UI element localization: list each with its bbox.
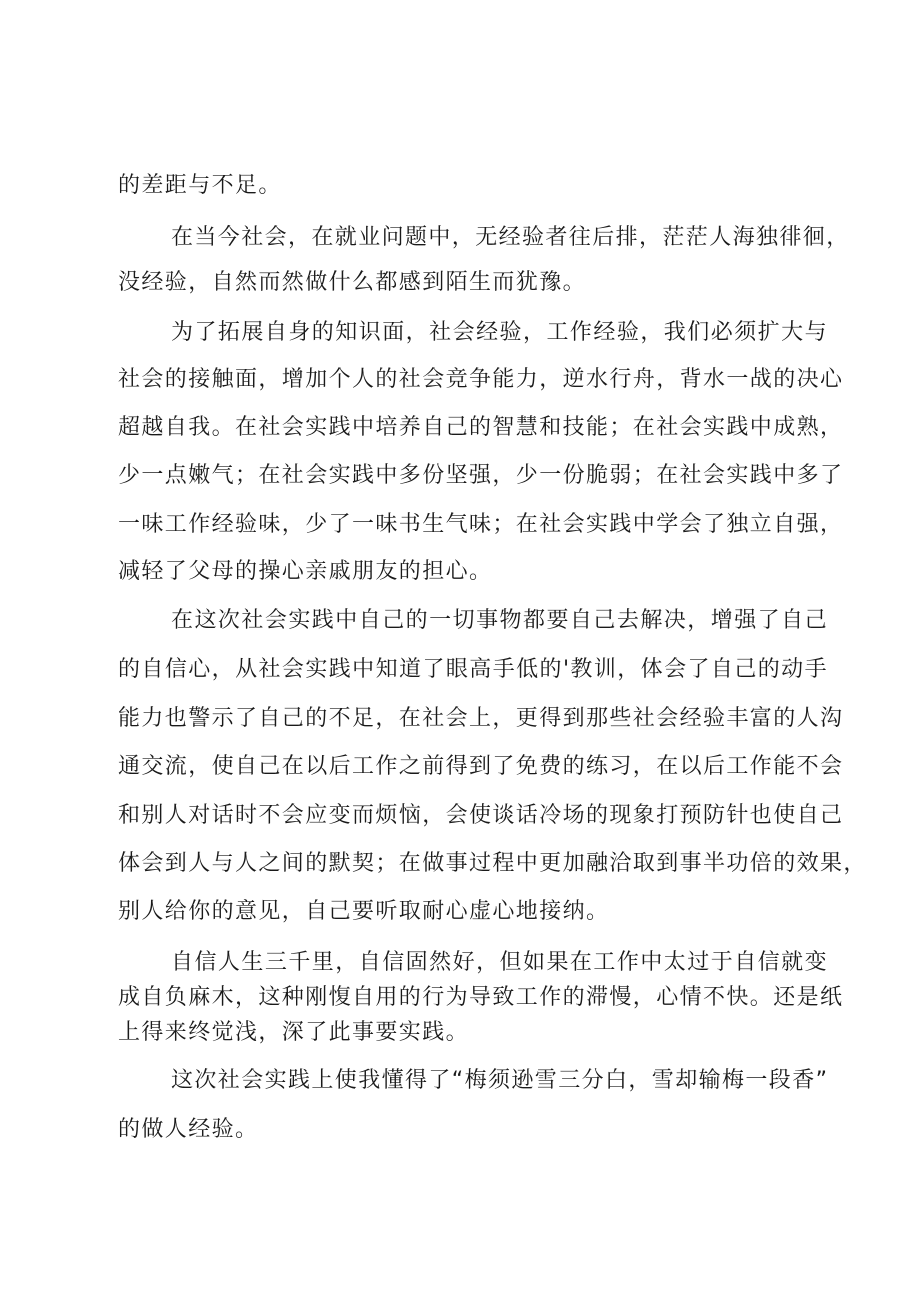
text-line: 成自负麻木，这种刚愎自用的行为导致工作的滞慢，心情不快。还是纸 bbox=[118, 985, 844, 1010]
text-line: 通交流，使自己在以后工作之前得到了免费的练习，在以后工作能不会 bbox=[118, 754, 844, 779]
text-line: 别人给你的意见，自己要听取耐心虚心地接纳。 bbox=[118, 899, 610, 924]
text-line: 为了拓展自身的知识面，社会经验，工作经验，我们必须扩大与 bbox=[171, 320, 828, 345]
text-line: 体会到人与人之间的默契；在做事过程中更加融洽取到事半功倍的效果， bbox=[118, 851, 867, 876]
text-line: 的自信心，从社会实践中知道了眼高手低的'教训，体会了自己的动手 bbox=[118, 657, 828, 682]
text-line: 少一点嫩气；在社会实践中多份坚强，少一份脆弱；在社会实践中多了 bbox=[118, 463, 844, 488]
text-line: 自信人生三千里，自信固然好，但如果在工作中太过于自信就变 bbox=[171, 950, 828, 975]
text-line: 没经验，自然而然做什么都感到陌生而犹豫。 bbox=[118, 270, 587, 295]
text-line: 减轻了父母的操心亲戚朋友的担心。 bbox=[118, 559, 493, 584]
text-line: 这次社会实践上使我懂得了“梅须逊雪三分白，雪却输梅一段香” bbox=[171, 1068, 829, 1093]
text-line: 在这次社会实践中自己的一切事物都要自己去解决，增强了自己 bbox=[171, 608, 828, 633]
text-line: 一味工作经验味，少了一味书生气味；在社会实践中学会了独立自强， bbox=[118, 512, 844, 537]
text-line: 社会的接触面，增加个人的社会竞争能力，逆水行舟，背水一战的决心 bbox=[118, 367, 844, 392]
text-line: 的做人经验。 bbox=[118, 1117, 259, 1142]
text-line: 的差距与不足。 bbox=[118, 173, 282, 198]
text-line: 在当今社会，在就业问题中，无经验者往后排，茫茫人海独徘徊， bbox=[171, 225, 850, 250]
text-line: 和别人对话时不会应变而烦恼，会使谈话冷场的现象打预防针也使自己 bbox=[118, 803, 844, 828]
text-line: 能力也警示了自己的不足，在社会上，更得到那些社会经验丰富的人沟 bbox=[118, 706, 844, 731]
text-line: 超越自我。在社会实践中培养自己的智慧和技能；在社会实践中成熟， bbox=[118, 415, 844, 440]
text-line: 上得来终觉浅，深了此事要实践。 bbox=[118, 1020, 470, 1045]
